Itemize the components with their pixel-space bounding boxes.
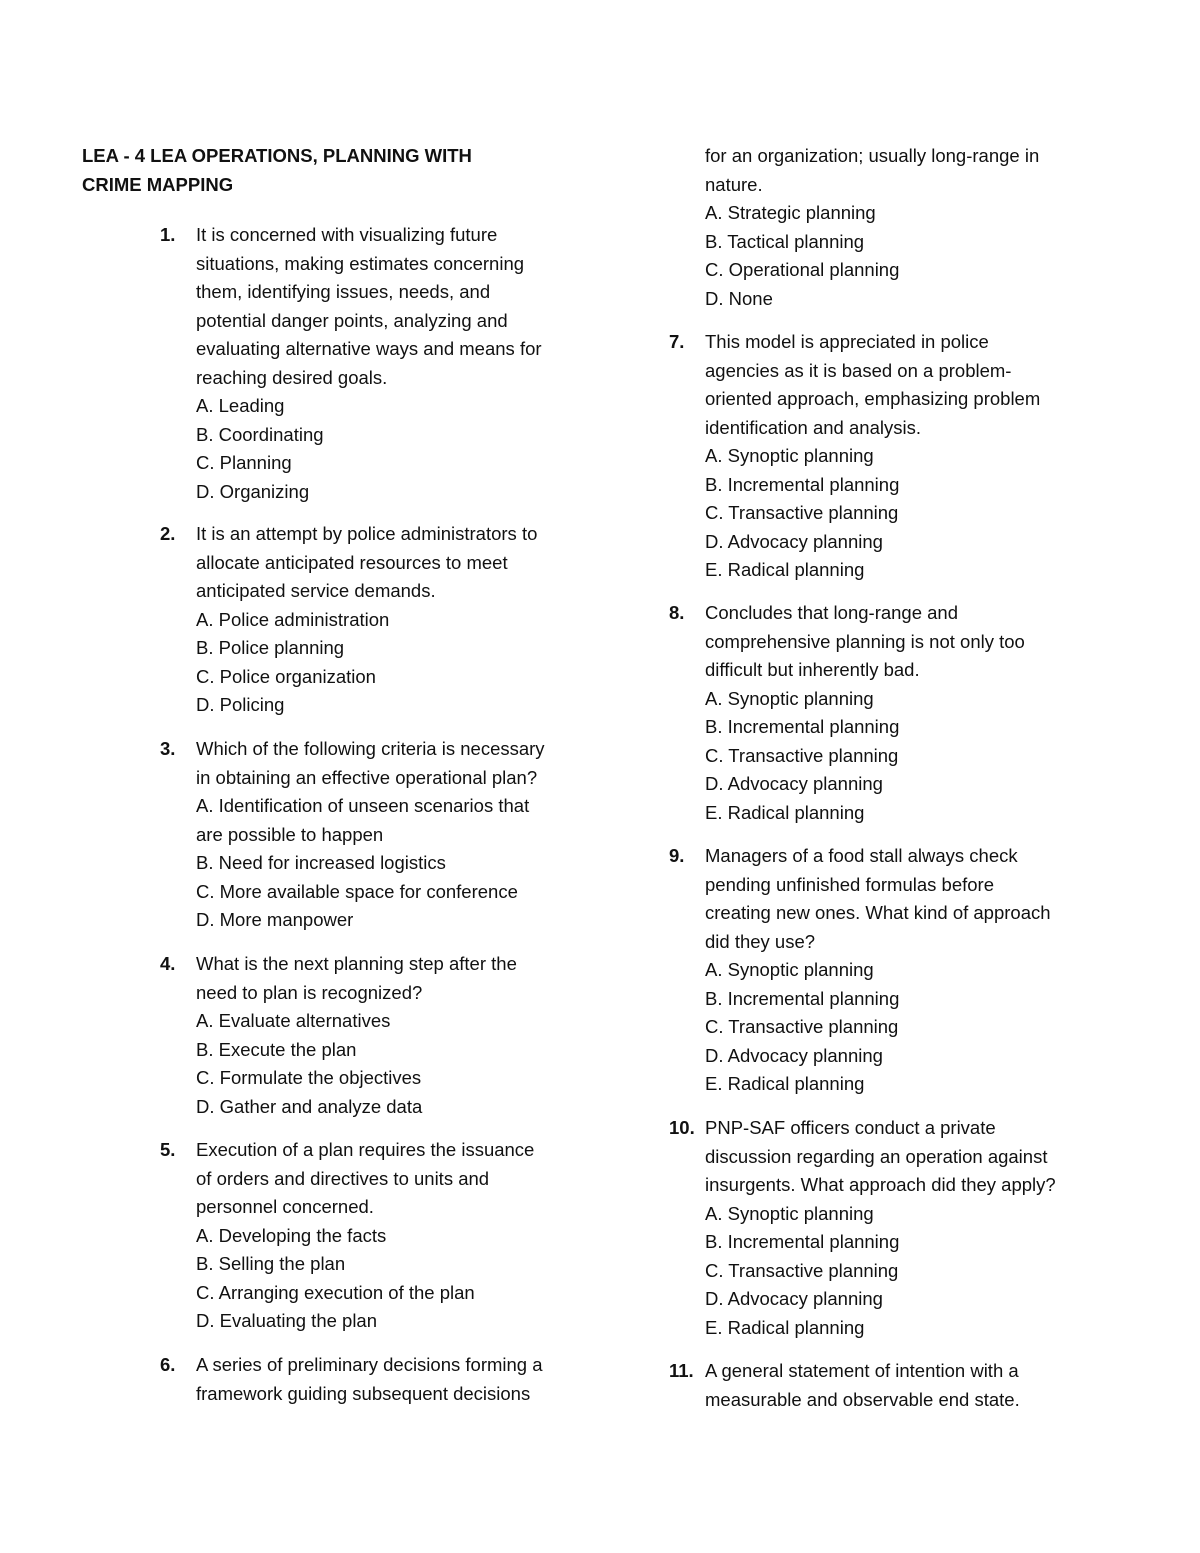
question-text-line: difficult but inherently bad. <box>705 659 920 680</box>
answer-option: B. Incremental planning <box>705 473 900 495</box>
answer-option: C. More available space for conference <box>196 880 518 902</box>
answer-option: D. Organizing <box>196 480 310 502</box>
question-text-line: oriented approach, emphasizing problem <box>705 388 1041 409</box>
question-text-line: reaching desired goals. <box>196 366 388 388</box>
answer-option: B. Coordinating <box>196 423 324 445</box>
answer-option: D. Advocacy planning <box>705 530 883 552</box>
answer-option: D. Evaluating the plan <box>196 1310 378 1331</box>
answer-option: C. Transactive planning <box>705 502 899 523</box>
question-text-line: A general statement of intention with a <box>705 1360 1019 1381</box>
answer-option: D. None <box>705 287 773 309</box>
question-number: 3. <box>160 738 176 759</box>
answer-option: C. Formulate the objectives <box>196 1067 422 1088</box>
answer-option: are possible to happen <box>196 823 384 845</box>
question-text-line: them, identifying issues, needs, and <box>196 281 491 302</box>
answer-option: E. Radical planning <box>705 1073 865 1094</box>
question-text-line: did they use? <box>705 930 816 952</box>
question-number: 8. <box>669 602 685 623</box>
answer-option: B. Incremental planning <box>705 716 900 737</box>
answer-option: E. Radical planning <box>705 801 865 823</box>
question-text-line: It is an attempt by police administrators to <box>196 523 538 544</box>
question-text-line: identification and analysis. <box>705 416 921 438</box>
answer-option: A. Developing the facts <box>196 1224 387 1246</box>
question-text-line: Concludes that long-range and <box>705 602 959 623</box>
question-text-line: nature. <box>705 173 763 195</box>
question-block <box>669 842 1105 1099</box>
answer-option: A. Police administration <box>196 608 390 630</box>
question-block <box>160 950 586 1121</box>
question-text-line: discussion regarding an operation against <box>705 1145 1048 1167</box>
question-text-line: Managers of a food stall always check <box>705 845 1018 866</box>
question-number: 10. <box>669 1117 695 1138</box>
question-text-line: It is concerned with visualizing future <box>196 224 498 245</box>
question-text-line: anticipated service demands. <box>196 580 436 601</box>
question-text-line: of orders and directives to units and <box>196 1167 490 1189</box>
document-title <box>82 142 542 199</box>
answer-option: D. Policing <box>196 694 285 715</box>
question-text-line: personnel concerned. <box>196 1196 374 1217</box>
answer-option: A. Identification of unseen scenarios that <box>196 795 530 816</box>
answer-option: B. Tactical planning <box>705 230 865 252</box>
question-text-line: creating new ones. What kind of approach <box>705 902 1051 923</box>
answer-option: C. Operational planning <box>705 259 900 280</box>
answer-option: A. Synoptic planning <box>705 1202 874 1224</box>
question-text-line: measurable and observable end state. <box>705 1388 1020 1410</box>
answer-option: C. Transactive planning <box>705 744 899 766</box>
answer-option: C. Transactive planning <box>705 1016 899 1037</box>
question-number: 11. <box>669 1360 694 1381</box>
question-number: 7. <box>669 331 685 352</box>
question-number: 4. <box>160 953 176 974</box>
question-number: 1. <box>160 224 176 245</box>
answer-option: D. Advocacy planning <box>705 773 883 794</box>
answer-option: A. Synoptic planning <box>705 445 874 466</box>
title-line: CRIME MAPPING <box>82 173 234 195</box>
answer-option: D. Advocacy planning <box>705 1288 883 1309</box>
answer-option: D. More manpower <box>196 909 354 930</box>
answer-option: B. Need for increased logistics <box>196 852 446 873</box>
question-text-line: This model is appreciated in police <box>705 331 989 352</box>
question-text-line: for an organization; usually long-range in <box>705 145 1040 166</box>
question-text-line: A series of preliminary decisions forming a <box>196 1354 543 1375</box>
question-text-line: pending unfinished formulas before <box>705 873 994 895</box>
question-block <box>160 735 586 935</box>
question-text-line: evaluating alternative ways and means for <box>196 338 542 359</box>
question-text-line: PNP-SAF officers conduct a private <box>705 1117 996 1138</box>
answer-option: C. Planning <box>196 452 292 473</box>
answer-option: B. Incremental planning <box>705 987 900 1009</box>
question-text-line: in obtaining an effective operational plan? <box>196 766 538 788</box>
answer-option: A. Leading <box>196 395 285 416</box>
answer-option: B. Selling the plan <box>196 1253 346 1274</box>
question-text-line: agencies as it is based on a problem- <box>705 359 1012 381</box>
answer-option: A. Synoptic planning <box>705 687 874 709</box>
question-text-line: insurgents. What approach did they apply? <box>705 1174 1056 1195</box>
question-number: 6. <box>160 1354 176 1375</box>
answer-option: E. Radical planning <box>705 559 865 580</box>
title-line: LEA - 4 LEA OPERATIONS, PLANNING WITH <box>82 145 472 166</box>
answer-option: B. Execute the plan <box>196 1038 357 1060</box>
question-text-line: need to plan is recognized? <box>196 981 423 1003</box>
answer-option: A. Strategic planning <box>705 202 876 223</box>
question-text-line: allocate anticipated resources to meet <box>196 551 508 573</box>
answer-option: D. Gather and analyze data <box>196 1095 423 1117</box>
answer-option: C. Arranging execution of the plan <box>196 1281 475 1303</box>
question-block <box>160 1136 586 1336</box>
answer-option: A. Synoptic planning <box>705 959 874 980</box>
answer-option: A. Evaluate alternatives <box>196 1010 391 1031</box>
question-number: 5. <box>160 1139 176 1160</box>
answer-option: D. Advocacy planning <box>705 1044 883 1066</box>
question-block <box>669 1357 1105 1414</box>
answer-option: E. Radical planning <box>705 1316 865 1338</box>
question-block <box>705 142 1105 313</box>
question-block <box>669 328 1105 585</box>
question-block <box>160 1351 586 1408</box>
question-text-line: situations, making estimates concerning <box>196 252 525 274</box>
question-block <box>160 221 586 506</box>
question-text-line: Which of the following criteria is necessary <box>196 738 545 759</box>
answer-option: B. Incremental planning <box>705 1231 900 1252</box>
question-number: 2. <box>160 523 176 544</box>
question-number: 9. <box>669 845 685 866</box>
question-text-line: potential danger points, analyzing and <box>196 309 508 331</box>
question-block <box>669 1114 1105 1342</box>
question-text-line: What is the next planning step after the <box>196 953 517 974</box>
question-text-line: Execution of a plan requires the issuance <box>196 1139 535 1160</box>
question-text-line: comprehensive planning is not only too <box>705 630 1025 652</box>
question-block <box>669 599 1105 827</box>
question-text-line: framework guiding subsequent decisions <box>196 1382 531 1404</box>
answer-option: C. Transactive planning <box>705 1259 899 1281</box>
answer-option: C. Police organization <box>196 665 376 687</box>
answer-option: B. Police planning <box>196 637 345 658</box>
question-block <box>160 520 586 720</box>
